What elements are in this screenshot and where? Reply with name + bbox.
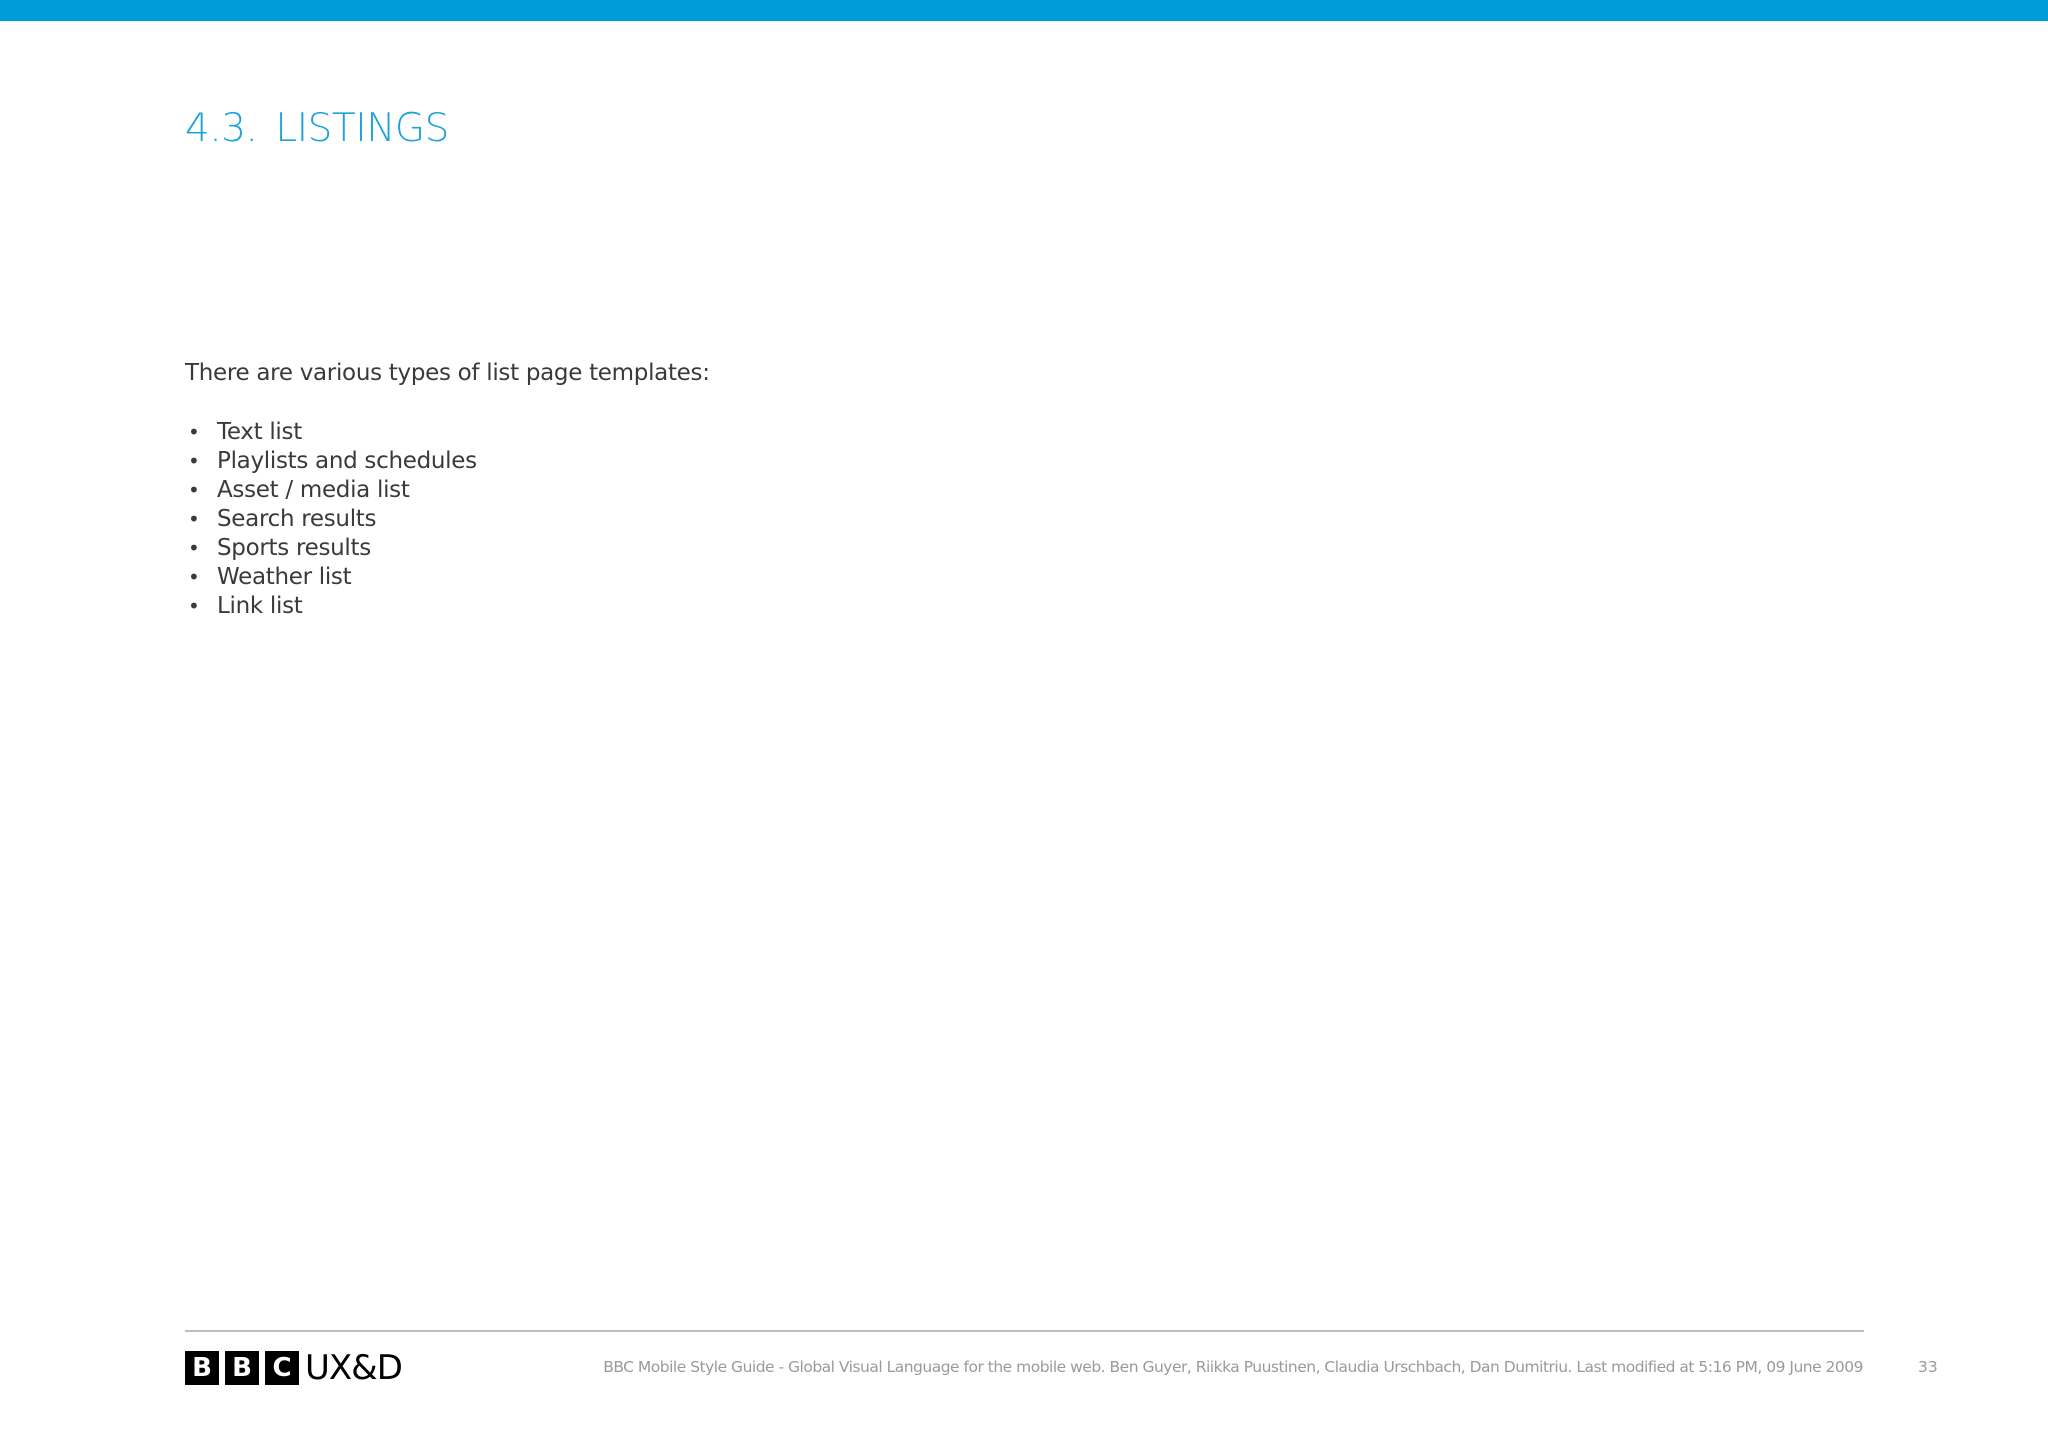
list-item	[185, 563, 477, 592]
bullet-icon: •	[188, 565, 200, 589]
list-item	[185, 447, 477, 476]
template-type-list	[185, 418, 477, 621]
logo-letter-block: B	[225, 1351, 259, 1385]
list-item-label: Text list	[217, 419, 302, 445]
bullet-icon: •	[188, 536, 200, 560]
page-number: 33	[1918, 1358, 1938, 1376]
intro-text: There are various types of list page templates:	[185, 360, 710, 386]
section-title	[185, 106, 449, 151]
footer-divider	[185, 1330, 1864, 1332]
list-item	[185, 418, 477, 447]
bullet-icon: •	[188, 478, 200, 502]
list-item	[185, 505, 477, 534]
bbc-uxd-logo	[185, 1348, 402, 1388]
list-item-label: Search results	[217, 506, 377, 532]
bullet-icon: •	[188, 449, 200, 473]
logo-letter-block: C	[265, 1351, 299, 1385]
list-item-label: Playlists and schedules	[217, 448, 477, 474]
logo-suffix: UX&D	[305, 1348, 402, 1388]
list-item-label: Link list	[217, 593, 303, 619]
section-title-text: LISTINGS	[275, 106, 449, 151]
top-accent-bar	[0, 0, 2048, 21]
logo-letter-block: B	[185, 1351, 219, 1385]
list-item	[185, 476, 477, 505]
bullet-icon: •	[188, 594, 200, 618]
list-item-label: Asset / media list	[217, 477, 410, 503]
bullet-icon: •	[188, 507, 200, 531]
footer-credit: BBC Mobile Style Guide - Global Visual Language for the mobile web. Ben Guyer, Riikka Puustinen, Claudia Urschbach, Dan Dumitriu. Last modified at 5:16 PM, 09 June 2009	[603, 1358, 1863, 1376]
list-item	[185, 534, 477, 563]
list-item-label: Sports results	[217, 535, 371, 561]
list-item-label: Weather list	[217, 564, 352, 590]
section-number: 4.3.	[185, 106, 258, 151]
bullet-icon: •	[188, 420, 200, 444]
list-item	[185, 592, 477, 621]
